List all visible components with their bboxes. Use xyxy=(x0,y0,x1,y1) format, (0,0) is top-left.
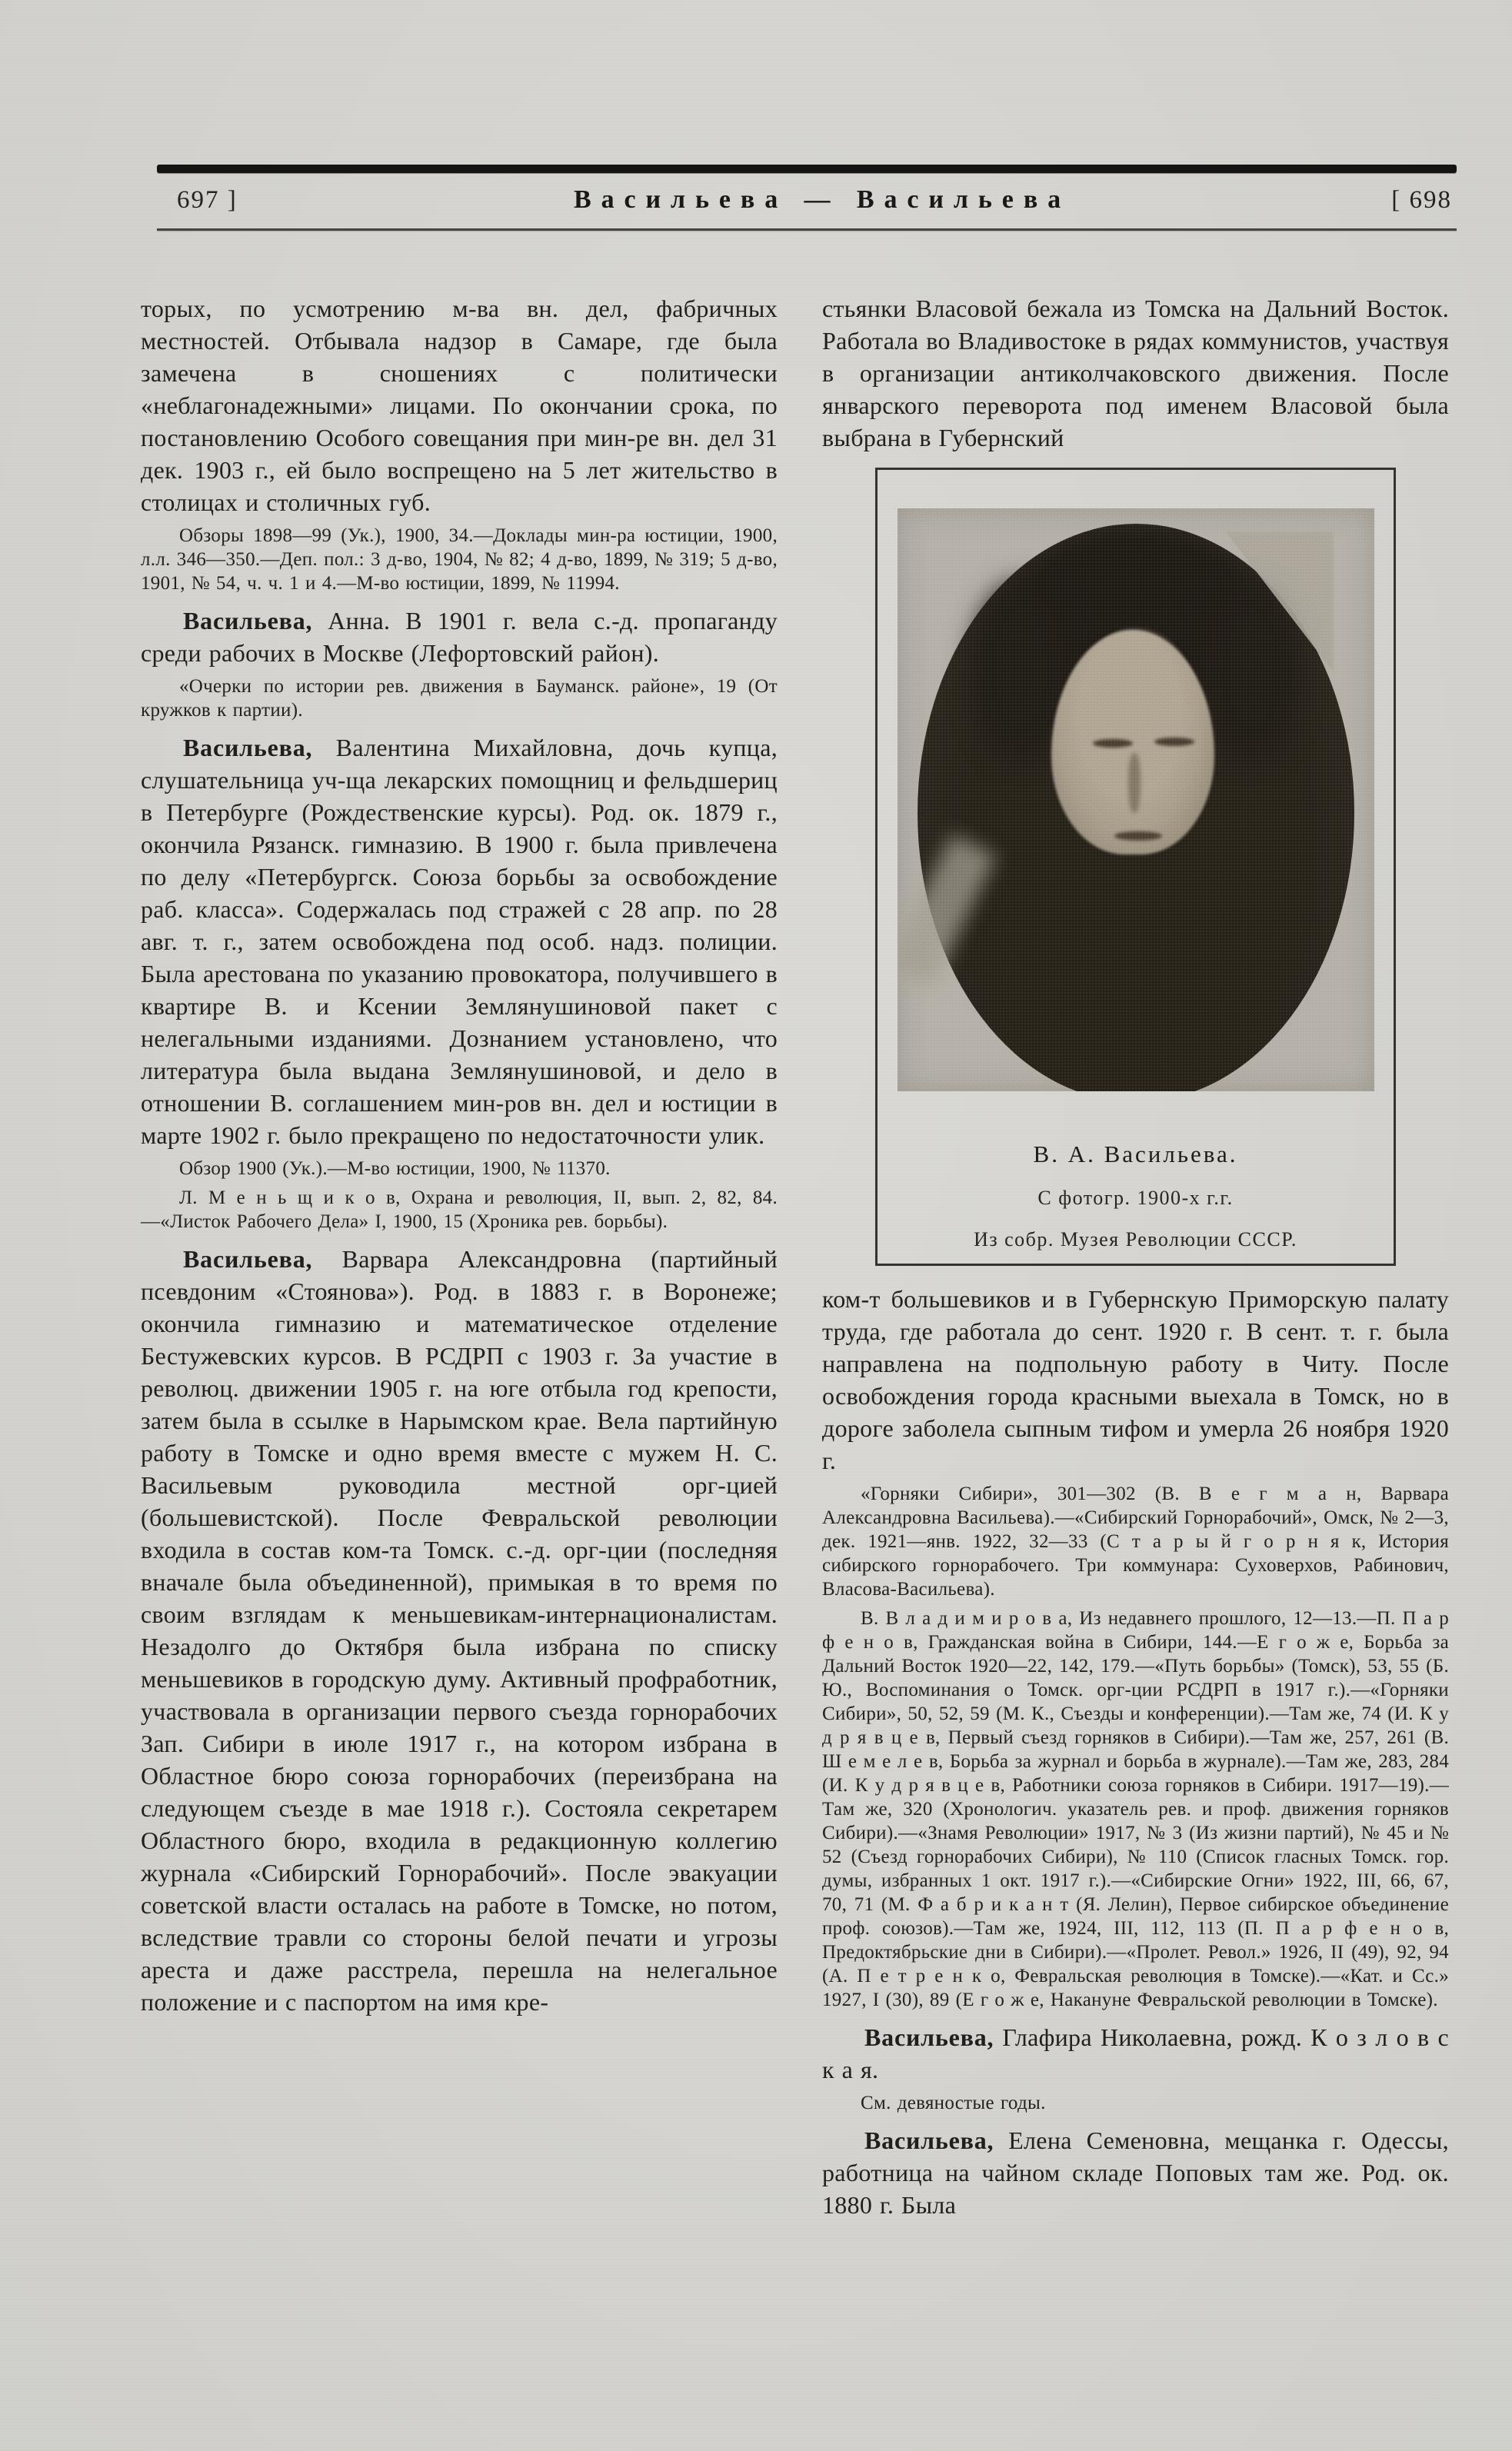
reference-note: «Очерки по истории рев. движения в Бауманск. районе», 19 (От кружков к партии). xyxy=(141,676,778,721)
portrait-figure xyxy=(875,468,1396,1266)
page-header xyxy=(157,165,1457,231)
running-head xyxy=(157,173,1457,215)
page-number-left: 697 ] xyxy=(177,186,238,214)
caption-name: В. А. Васильева. xyxy=(1033,1141,1238,1167)
paragraph-continuation: торых, по усмотрению м-ва вн. дел, фабричных местностей. Отбывала надзор в Самаре, где была замечена в сношениях с политически «неблагонадежными» лицами. По окончании срока, по постановлению Особого совещания при мин-ре вн. дел 31 дек. 1903 г., ей было воспрещено на 5 лет жительство в столицах и столичных губ. xyxy=(141,295,778,516)
reference-note: «Горняки Сибири», 301—302 (В. В е г м а н, Варвара Александровна Васильева).—«Сибирский Горнорабочий», Омск, № 2—3, дек. 1921—янв. 1922, 32—33 (С т а р ы й г о р н я к, История сибирского горнорабочего. Три коммунара: Суховерхов, Рабинович, Власова-Васильева). xyxy=(822,1484,1449,1600)
portrait-caption xyxy=(878,1141,1394,1251)
entry-text: Анна. В 1901 г. вела с.-д. пропаганду среди рабочих в Москве (Лефортовский район). xyxy=(141,607,778,667)
text-columns xyxy=(141,292,1449,2221)
entry-vasilyeva-varvara xyxy=(141,1243,778,2018)
reference-note: Обзор 1900 (Ук.).—М-во юстиции, 1900, № 11370. xyxy=(179,1158,611,1179)
entry-headword: Васильева, xyxy=(183,607,313,634)
header-rule-thin xyxy=(157,228,1457,231)
entry-headword: Васильева, xyxy=(864,2023,994,2051)
reference-note: Обзоры 1898—99 (Ук.), 1900, 34.—Доклады мин-ра юстиции, 1900, л.л. 346—350.—Деп. пол.: 3 д-во, 1904, № 82; 4 д-во, 1899, № 319; 5 д-во, 1901, № 54, ч. ч. 1 и 4.—М-во юстиции, 1899, № 11994. xyxy=(141,525,778,594)
entry-headword: Васильева, xyxy=(864,2126,994,2154)
reference-note: Л. М е н ь щ и к о в, Охрана и революция, II, вып. 2, 82, 84.—«Листок Рабочего Дела» I, 1900, 15 (Хроника рев. борьбы). xyxy=(141,1187,778,1232)
entry-headword: Васильева, xyxy=(183,1245,313,1273)
see-reference: См. девяностые годы. xyxy=(861,2093,1046,2113)
paragraph-continuation: ком-т большевиков и в Губернскую Приморскую палату труда, где работала до сент. 1920 г. В сент. т. г. была направлена на подпольную работу в Читу. После освобождения города красными выехала в Томск, но в дороге заболела сыпным тифом и умерла 26 ноября 1920 г. xyxy=(822,1285,1449,1474)
left-column xyxy=(141,292,778,2221)
running-title: Васильева — Васильева xyxy=(573,185,1071,214)
entry-vasilyeva-anna xyxy=(141,604,778,669)
right-column xyxy=(822,292,1449,2221)
entry-vasilyeva-valentina xyxy=(141,731,778,1151)
caption-source-line1: С фотогр. 1900-х г.г. xyxy=(1037,1187,1234,1209)
entry-vasilyeva-glafira xyxy=(822,2021,1449,2086)
header-rule-thick xyxy=(157,165,1457,173)
entry-headword: Васильева, xyxy=(183,734,313,761)
portrait-photo xyxy=(898,508,1374,1091)
reference-note: В. В л а д и м и р о в а, Из недавнего прошлого, 12—13.—П. П а р ф е н о в, Гражданская война в Сибири, 144.—Е г о ж е, Борьба за Дальний Восток 1920—22, 142, 179.—«Путь борьбы» (Томск), 53, 55 (Б. Ю., Воспоминания о Томск. орг-ции РСДРП в 1917 г.).—«Горняки Сибири», 50, 52, 59 (М. К., Съезды и конференции).—Там же, 74 (И. К у д р я в ц е в, Первый съезд горняков в Сибири).—Там же, 257, 261 (В. Ш е м е л е в, Борьба за журнал и борьба в журнале).—Там же, 283, 284 (И. К у д р я в ц е в, Работники союза горняков в Сибири. 1917—19).—Там же, 320 (Хронологич. указатель рев. и проф. движения горняков Сибири).—«Знамя Революции» 1917, № 3 (Из жизни партий), № 45 и № 52 (Съезд горнорабочих Сибири), № 110 (Список гласных Томск. гор. думы, избранных 1 окт. 1917 г.).—«Сибирские Огни» 1922, III, 66, 67, 70, 71 (М. Ф а б р и к а н т (Я. Лелин), Первое сибирское объединение проф. союзов).—Там же, 1924, III, 112, 113 (П. П а р ф е н о в, Предоктябрьские дни в Сибири).—«Пролет. Револ.» 1926, II (49), 92, 94 (А. П е т р е н к о, Февральская революция в Томске).—«Кат. и Сс.» 1927, I (30), 89 (Е г о ж е, Накануне Февральской революции в Томске). xyxy=(822,1608,1449,2010)
entry-vasilyeva-elena xyxy=(822,2124,1449,2221)
entry-text: Валентина Михайловна, дочь купца, слушательница уч-ща лекарских помощниц и фельдшериц в Петербурге (Рождественские курсы). Род. ок. 1879 г., окончила Рязанск. гимназию. В 1900 г. была привлечена по делу «Петербургск. Союза борьбы за освобождение раб. класса». Содержалась под стражей с 28 апр. по 28 авг. т. г., затем освобождена под особ. надз. полиции. Была арестована по указанию провокатора, получившего в квартире В. и Ксении Землянушиновой пакет с нелегальными изданиями. Дознанием установлено, что литература была выдана Землянушиновой, и дело в отношении В. соглашением мин-ров вн. дел и юстиции в марте 1902 г. было прекращено по недостаточности улик. xyxy=(141,734,778,1149)
entry-text: Елена Семеновна, мещанка г. Одессы, работница на чайном складе Поповых там же. Род. ок. 1880 г. Была xyxy=(822,2126,1449,2219)
entry-text: Варвара Александровна (партийный псевдоним «Стоянова»). Род. в 1883 г. в Воронеже; окончила гимназию и математическое отделение Бестужевских курсов. В РСДРП с 1903 г. За участие в революц. движении 1905 г. на юге отбыла год крепости, затем была в ссылке в Нарымском крае. Вела партийную работу в Томске и одно время вместе с мужем Н. С. Васильевым руководила местной орг-цией (большевистской). После Февральской революции входила в состав ком-та Томск. с.-д. орг-ции (последняя вначале была объединенной), примыкая в то время по своим взглядам к меньшевикам-интернационалистам. Незадолго до Октября была избрана по списку меньшевиков в городскую думу. Активный профработник, участвовала в организации первого съезда горнорабочих Зап. Сибири в июле 1917 г., на котором избрана в Областное бюро союза горнорабочих (переизбрана на следующем съезде в мае 1918 г.). Состояла секретарем Областного бюро, входила в редакционную коллегию журнала «Сибирский Горнорабочий». После эвакуации советской власти осталась на работе в Томске, но потом, вследствие травли со стороны белой печати и угрозы ареста и даже расстрела, перешла на нелегальное положение и с паспортом на имя кре- xyxy=(141,1245,778,2016)
entry-text: Глафира Николаевна, рожд. К о з л о в с к а я. xyxy=(822,2023,1449,2083)
halftone-grain xyxy=(898,508,1374,1091)
paragraph-continuation: стьянки Власовой бежала из Томска на Дальний Восток. Работала во Владивостоке в рядах коммунистов, участвуя в организации антиколчаковского движения. После январского переворота под именем Власовой была выбрана в Губернский xyxy=(822,295,1449,451)
caption-source-line2: Из собр. Музея Революции СССР. xyxy=(974,1228,1297,1250)
page-number-right: [ 698 xyxy=(1391,186,1452,214)
